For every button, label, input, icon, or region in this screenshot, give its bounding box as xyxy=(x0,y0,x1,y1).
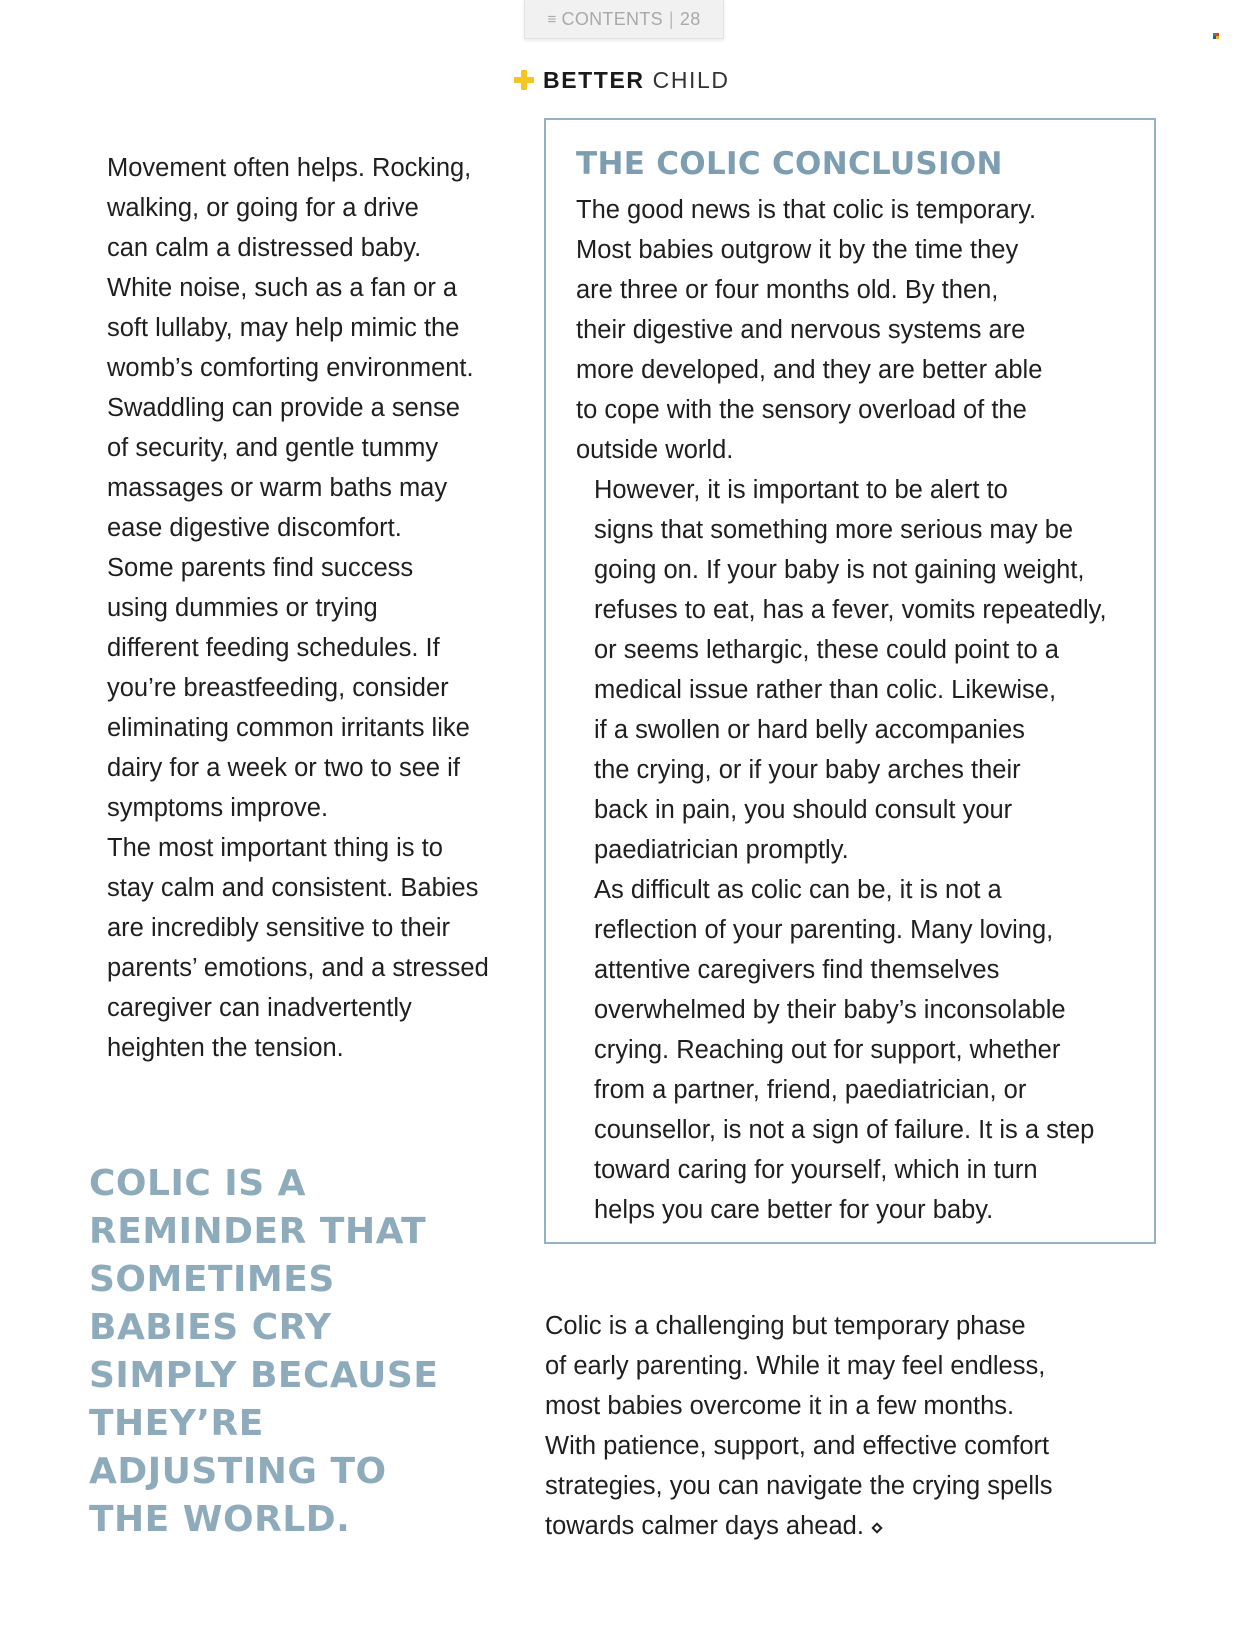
pull-quote xyxy=(89,1160,509,1544)
text-line: REMINDER THAT xyxy=(89,1211,427,1252)
text-line: Some parents find success xyxy=(107,554,414,582)
text-line: womb’s comforting environment. xyxy=(107,354,474,382)
text-line: most babies overcome it in a few months. xyxy=(545,1392,1015,1420)
text-line: of security, and gentle tummy xyxy=(107,434,439,462)
paragraph xyxy=(89,828,509,1068)
text-line: back in pain, you should consult your xyxy=(594,796,1013,824)
text-line: As difficult as colic can be, it is not a xyxy=(594,876,1002,904)
text-line: to cope with the sensory overload of the xyxy=(576,396,1027,424)
left-column xyxy=(89,148,509,1068)
text-line: Movement often helps. Rocking, xyxy=(107,154,472,182)
text-line: caregiver can inadvertently xyxy=(107,994,412,1022)
text-line: refuses to eat, has a fever, vomits repeatedly, xyxy=(594,596,1107,624)
text-line: are three or four months old. By then, xyxy=(576,276,999,304)
page-number: 28 xyxy=(679,8,701,29)
text-line: reflection of your parenting. Many loving, xyxy=(594,916,1054,944)
text-line: can calm a distressed baby. xyxy=(107,234,422,262)
text-line: walking, or going for a drive xyxy=(107,194,419,222)
text-line: symptoms improve. xyxy=(107,794,329,822)
sidebar-box xyxy=(544,118,1156,1244)
text-line: BABIES CRY xyxy=(89,1307,332,1348)
text-line: going on. If your baby is not gaining weight, xyxy=(594,556,1085,584)
text-line: However, it is important to be alert to xyxy=(594,476,1008,504)
text-line: ADJUSTING TO xyxy=(89,1451,387,1492)
text-line: crying. Reaching out for support, whether xyxy=(594,1036,1061,1064)
text-line: The most important thing is to xyxy=(107,834,443,862)
text-line: White noise, such as a fan or a xyxy=(107,274,458,302)
text-line: Swaddling can provide a sense xyxy=(107,394,460,422)
text-line: more developed, and they are better able xyxy=(576,356,1043,384)
text-line: overwhelmed by their baby’s inconsolable xyxy=(594,996,1066,1024)
text-line: paediatrician promptly. xyxy=(594,836,849,864)
text-line: SIMPLY BECAUSE xyxy=(89,1355,439,1396)
text-line: Most babies outgrow it by the time they xyxy=(576,236,1019,264)
text-line: With patience, support, and effective comfort xyxy=(545,1432,1050,1460)
text-line: signs that something more serious may be xyxy=(594,516,1074,544)
plus-cross-icon xyxy=(514,70,534,90)
text-line: ease digestive discomfort. xyxy=(107,514,402,542)
corner-mark-dot xyxy=(1216,36,1219,39)
end-of-article-icon xyxy=(872,1523,884,1535)
contents-label: CONTENTS xyxy=(561,8,663,29)
text-line: if a swollen or hard belly accompanies xyxy=(594,716,1025,744)
paragraph xyxy=(576,470,1151,870)
text-line: SOMETIMES xyxy=(89,1259,335,1300)
paragraph xyxy=(89,548,509,828)
text-line: soft lullaby, may help mimic the xyxy=(107,314,460,342)
text-line: COLIC IS A xyxy=(89,1163,307,1204)
text-line: or seems lethargic, these could point to a xyxy=(594,636,1059,664)
text-line: medical issue rather than colic. Likewise, xyxy=(594,676,1057,704)
text-line: eliminating common irritants like xyxy=(107,714,470,742)
text-line: helps you care better for your baby. xyxy=(594,1196,994,1224)
text-line: strategies, you can navigate the crying spells xyxy=(545,1472,1053,1500)
contents-tab[interactable] xyxy=(524,0,724,39)
text-line: stay calm and consistent. Babies xyxy=(107,874,479,902)
sidebar-title: THE COLIC CONCLUSION xyxy=(576,146,1003,182)
text-line: heighten the tension. xyxy=(107,1034,344,1062)
sidebar-body xyxy=(576,190,1151,1230)
text-line: THE WORLD. xyxy=(89,1499,351,1540)
text-line: different feeding schedules. If xyxy=(107,634,440,662)
text-line: toward caring for yourself, which in turn xyxy=(594,1156,1038,1184)
text-line: using dummies or trying xyxy=(107,594,378,622)
text-line: are incredibly sensitive to their xyxy=(107,914,450,942)
menu-icon: ≡ xyxy=(547,10,557,28)
section-header xyxy=(514,64,730,96)
text-line: The good news is that colic is temporary. xyxy=(576,196,1037,224)
text-line: Colic is a challenging but temporary phase xyxy=(545,1312,1026,1340)
section-name-light: CHILD xyxy=(652,66,730,93)
text-line: towards calmer days ahead. xyxy=(545,1506,1145,1546)
text-line: massages or warm baths may xyxy=(107,474,448,502)
text-line: outside world. xyxy=(576,436,734,464)
conclusion xyxy=(545,1306,1145,1546)
text-line: parents’ emotions, and a stressed xyxy=(107,954,489,982)
separator: | xyxy=(668,8,674,29)
paragraph xyxy=(89,148,509,548)
text-line: dairy for a week or two to see if xyxy=(107,754,460,782)
text-line: of early parenting. While it may feel endless, xyxy=(545,1352,1046,1380)
text-line: attentive caregivers find themselves xyxy=(594,956,1000,984)
conclusion-paragraph xyxy=(545,1306,1145,1546)
text-line: THEY’RE xyxy=(89,1403,264,1444)
text-line: the crying, or if your baby arches their xyxy=(594,756,1021,784)
text-line: you’re breastfeeding, consider xyxy=(107,674,449,702)
text-line: from a partner, friend, paediatrician, or xyxy=(594,1076,1027,1104)
corner-logo-icon xyxy=(1213,33,1220,40)
paragraph xyxy=(576,190,1151,470)
text-line: their digestive and nervous systems are xyxy=(576,316,1026,344)
text-line: counsellor, is not a sign of failure. It is a step xyxy=(594,1116,1095,1144)
paragraph xyxy=(576,870,1151,1230)
section-name-bold: BETTER xyxy=(543,66,645,93)
